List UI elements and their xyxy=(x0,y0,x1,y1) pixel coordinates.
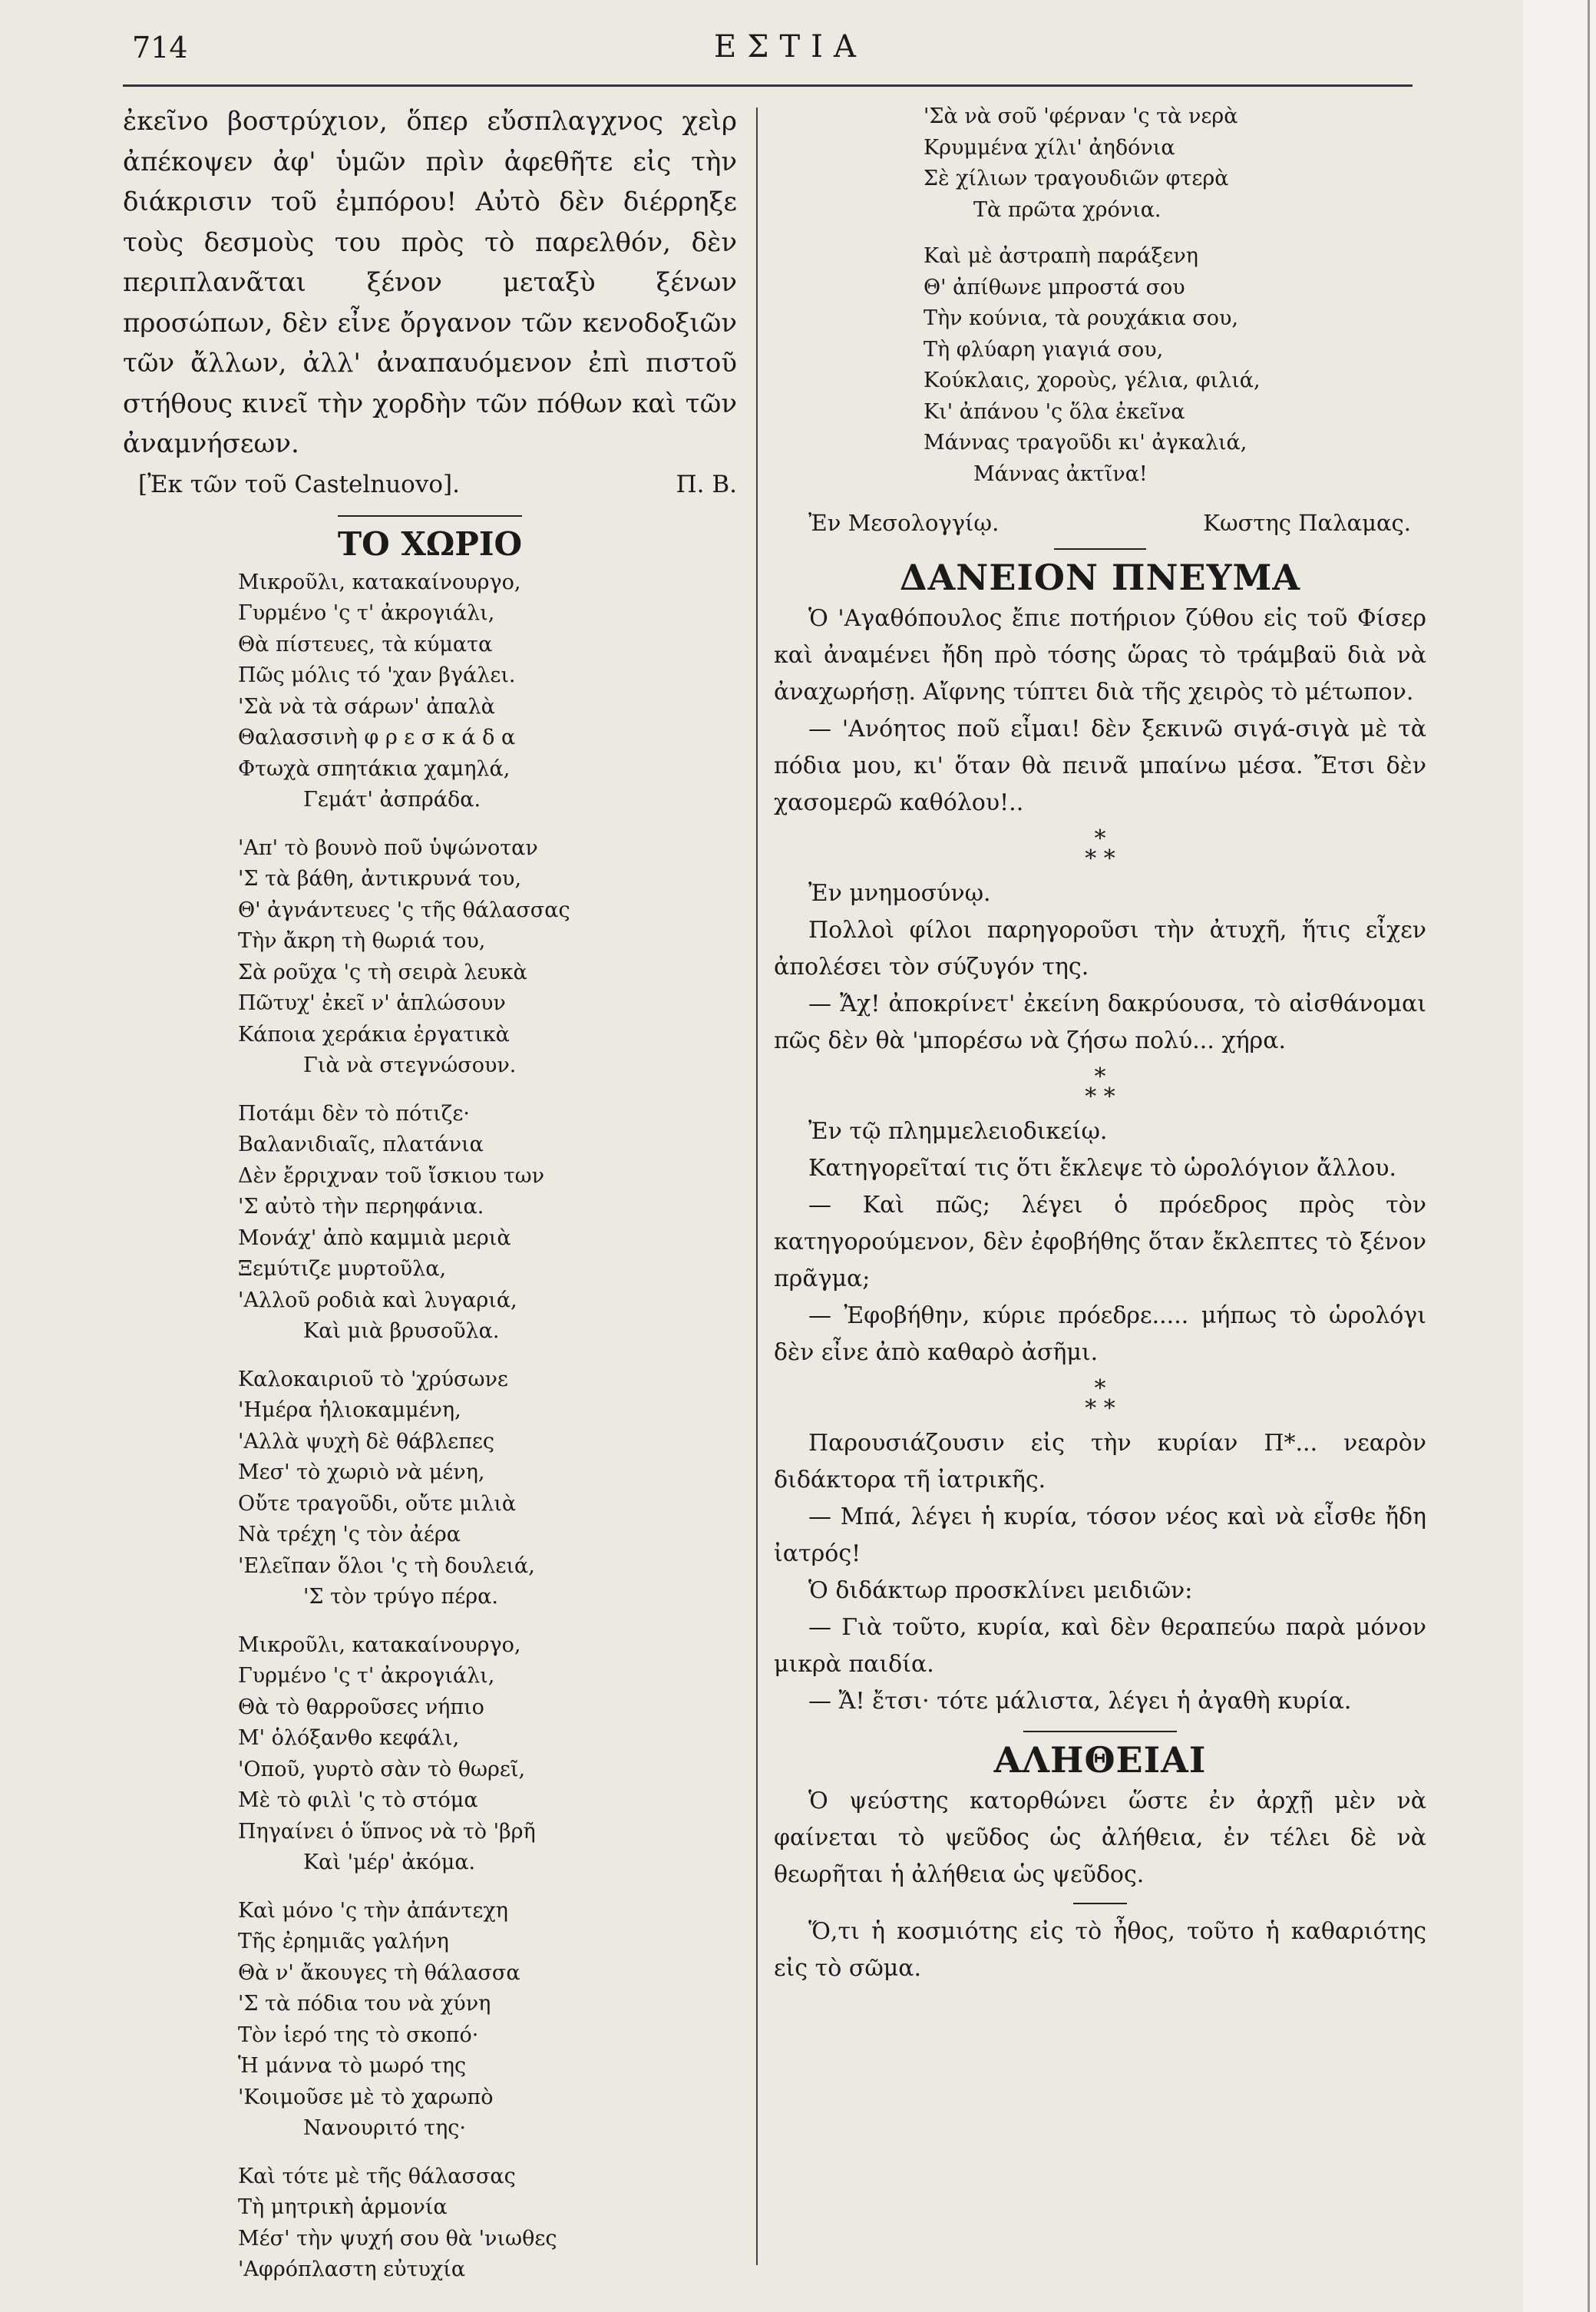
poem-line: 'Σ τὸν τρύγο πέρα. xyxy=(303,1585,498,1609)
poem-line: Μ' ὁλόξανθο κεφάλι, xyxy=(238,1726,460,1750)
poem-line: Πῶτυχ' ἐκεῖ ν' ἁπλώσουν xyxy=(238,991,506,1015)
star-mark: * * xyxy=(1085,1395,1115,1422)
poem-stanza xyxy=(238,1099,737,1348)
poem-line: Καὶ τότε μὲ τῆς θάλασσας xyxy=(238,2164,516,2188)
anecdote-paragraph: Παρουσιάζουσιν εἰς τὴν κυρίαν Π*... νεαρὸν διδάκτορα τῆ ἰατρικῆς. xyxy=(774,1430,1426,1493)
poem-line: Ἡ μάννα τὸ μωρό της xyxy=(238,2054,467,2078)
star-mark: * xyxy=(1094,1375,1106,1402)
source-initials: Π. Β. xyxy=(676,470,737,498)
poem-line: 'Σ τὰ πόδια του νὰ χύνη xyxy=(238,1992,491,2016)
poem-line: Κι' ἀπάνου 'ς ὅλα ἐκεῖνα xyxy=(924,399,1185,424)
anecdote-heading: Ἐν τῷ πλημμελειοδικείῳ. xyxy=(808,1118,1108,1145)
poem-line: Θὰ ν' ἄκουγες τὴ θάλασσα xyxy=(238,1960,520,1985)
poem-author: Κωστης Παλαμας. xyxy=(1203,510,1411,536)
right-column xyxy=(774,101,1426,1987)
poem-line: Τὴ μητρικὴ ἁρμονία xyxy=(238,2195,448,2219)
poem-line: Τῆς ἐρημιᾶς γαλήνη xyxy=(238,1930,449,1953)
left-column xyxy=(123,101,737,2303)
anecdote-paragraph: Κατηγορεῖταί τις ὅτι ἔκλεψε τὸ ὡρολόγιον ἄλλου. xyxy=(808,1155,1397,1182)
anecdote-paragraph: — 'Ανόητος ποῦ εἶμαι! δὲν ξεκινῶ σιγά-σιγὰ μὲ τὰ πόδια μου, κι' ὅταν θὰ πεινᾶ μπαίνω μέσα. Ἔτσι δὲν χασομερῶ καθόλου!.. xyxy=(774,716,1426,816)
poem-line: Καὶ 'μέρ' ἀκόμα. xyxy=(303,1851,476,1874)
poem-line: Καλοκαιριοῦ τὸ 'χρύσωνε xyxy=(238,1367,508,1391)
source-text: [Ἐκ τῶν τοῦ Castelnuovo]. xyxy=(138,470,460,498)
poem-line: Τὰ πρῶτα χρόνια. xyxy=(973,197,1161,222)
poem-line: Πηγαίνει ὁ ὕπνος νὰ τὸ 'βρῆ xyxy=(238,1819,536,1844)
anecdotes xyxy=(774,600,1426,1720)
poem-line: Κάποια χεράκια ἐργατικὰ xyxy=(238,1022,510,1047)
poem-line: Μάννας ἀκτῖνα! xyxy=(973,461,1148,486)
poem-line: Νὰ τρέχη 'ς τὸν ἀέρα xyxy=(238,1523,461,1546)
poem-line: Γεμάτ' ἀσπράδα. xyxy=(303,788,481,812)
maxim-paragraph: Ὅ,τι ἡ κοσμιότης εἰς τὸ ἦθος, τοῦτο ἡ καθαριότης εἰς τὸ σῶμα. xyxy=(774,1918,1426,1982)
poem-line: Θαλασσινὴ φ ρ ε σ κ ά δ α xyxy=(238,726,516,749)
poem-line: Μικροῦλι, κατακαίνουργο, xyxy=(238,570,521,594)
poem-stanza xyxy=(238,567,737,816)
page-fold-line xyxy=(1588,0,1590,2312)
anecdote-paragraph: — Καὶ πῶς; λέγει ὁ πρόεδρος πρὸς τὸν κατηγορούμενον, δὲν ἐφοβήθης ὅταν ἔκλεπτες τὸ ξένον πρᾶγμα; xyxy=(774,1192,1426,1292)
poem-line: 'Κοιμοῦσε μὲ τὸ χαρωπὸ xyxy=(238,2085,494,2109)
poem-line: Τὴν κούνια, τὰ ρουχάκια σου, xyxy=(924,306,1238,330)
poem-line: Πῶς μόλις τό 'χαν βγάλει. xyxy=(238,663,516,687)
maxim-rule xyxy=(1073,1903,1127,1904)
poem-line: Τὴν ἄκρη τὴ θωριά του, xyxy=(238,929,486,953)
anecdote-paragraph: — Ἄ! ἔτσι· τότε μάλιστα, λέγει ἡ ἀγαθὴ κυρία. xyxy=(808,1688,1352,1715)
prose-paragraph: ἐκεῖνο βοστρύχιον, ὅπερ εὔσπλαγχνος χεὶρ ἀπέκοψεν ἀφ' ὑμῶν πρὶν ἀφεθῆτε εἰς τὴν διάκρισιν τοῦ ἐμπόρου! Αὐτὸ δὲν διέρρηξε τοὺς δεσμοὺς του πρὸς τὸ παρελθόν, δὲν περιπλανᾶται ξένον μεταξὺ ξένων προσώπων, δὲν εἶνε ὄργανον τῶν κενοδοξιῶν τῶν ἄλλων, ἀλλ' ἀναπαυόμενον ἐπὶ πιστοῦ στήθους κινεῖ τὴν χορδὴν τῶν πόθων καὶ τῶν ἀναμνήσεων. xyxy=(123,106,737,459)
poem-stanza xyxy=(924,101,1426,226)
section-rule xyxy=(1023,1731,1177,1732)
section-title-daneion: ΔΑΝΕΙΟΝ ΠΝΕΥΜΑ xyxy=(899,557,1301,598)
poem-line: 'Σὰ νὰ τὰ σάρων' ἀπαλὰ xyxy=(238,694,495,719)
poem-line: 'Ελεῖπαν ὅλοι 'ς τὴ δουλειά, xyxy=(238,1553,535,1578)
poem-line: Μονάχ' ἀπὸ καμμιὰ μεριὰ xyxy=(238,1225,511,1250)
page-number: 714 xyxy=(132,31,188,64)
poem-line: Μεσ' τὸ χωριὸ νὰ μένη, xyxy=(238,1460,485,1484)
star-mark: * * xyxy=(1085,1083,1115,1110)
poem-line: Ξεμύτιζε μυρτοῦλα, xyxy=(238,1257,447,1281)
poem-line: 'Σ τὰ βάθη, ἀντικρυνά του, xyxy=(238,867,522,891)
anecdote-paragraph: — Ἐφοβήθην, κύριε πρόεδρε..... μήπως τὸ ὡρολόγι δὲν εἶνε ἀπὸ καθαρὸ ἀσῆμι. xyxy=(774,1302,1426,1366)
separator-stars xyxy=(774,825,1426,872)
anecdote-paragraph: — Ἄχ! ἀποκρίνετ' ἐκείνη δακρύουσα, τὸ αἰσθάνομαι πῶς δὲν θὰ 'μπορέσω νὰ ζήσω πολύ... χήρα. xyxy=(774,991,1426,1054)
anecdote-heading: Ἐν μνημοσύνῳ. xyxy=(808,880,991,907)
poem-line: 'Αλλοῦ ροδιὰ καὶ λυγαριά, xyxy=(238,1288,517,1312)
poem-line: Κούκλαις, χοροὺς, γέλια, φιλιά, xyxy=(924,369,1261,392)
poem-line: Κρυμμένα χίλι' ἀηδόνια xyxy=(924,135,1175,160)
poem-line: Γυρμένο 'ς τ' ἀκρογιάλι, xyxy=(238,1664,495,1688)
star-mark: * xyxy=(1094,825,1106,852)
poem-continuation xyxy=(774,101,1426,490)
maxim-paragraph: Ὁ ψεύστης κατορθώνει ὥστε ἐν ἀρχῇ μὲν νὰ φαίνεται τὸ ψεῦδος ὡς ἀλήθεια, ἐν τέλει δὲ νὰ θεωρῆται ἡ ἀλήθεια ὡς ψεῦδος. xyxy=(774,1788,1426,1888)
separator-stars xyxy=(774,1375,1426,1422)
adjacent-page-edge xyxy=(1523,0,1596,2312)
poem-signature xyxy=(774,505,1426,541)
poem-line: 'Αλλὰ ψυχὴ δὲ θάβλεπες xyxy=(238,1429,495,1454)
poem-stanza xyxy=(238,1896,737,2145)
poem-line: Σὰ ροῦχα 'ς τὴ σειρὰ λευκὰ xyxy=(238,960,527,984)
anecdote-paragraph: Πολλοὶ φίλοι παρηγοροῦσι τὴν ἀτυχῆ, ἥτις εἶχεν ἀπολέσει τὸν σύζυγόν της. xyxy=(774,917,1426,981)
poem-line: 'Αφρόπλαστη εὐτυχία xyxy=(238,2257,466,2281)
journal-title: ΕΣΤΙΑ xyxy=(714,29,867,64)
poem-line: Καὶ μιὰ βρυσοῦλα. xyxy=(303,1319,500,1343)
poem-line: 'Σ αὐτὸ τὴν περηφάνια. xyxy=(238,1195,484,1219)
star-mark: * * xyxy=(1085,845,1115,872)
anecdote-paragraph: Ὁ διδάκτωρ προσκλίνει μειδιῶν: xyxy=(808,1577,1193,1604)
continued-prose xyxy=(123,101,737,465)
poem-body xyxy=(123,567,737,2286)
poem-line: 'Απ' τὸ βουνὸ ποῦ ὑψώνοταν xyxy=(238,835,538,860)
poem-place: Ἐν Μεσολογγίῳ. xyxy=(808,510,1000,536)
column-divider xyxy=(756,107,758,2265)
poem-line: Γυρμένο 'ς τ' ἀκρογιάλι, xyxy=(238,601,495,625)
poem-line: Καὶ μὲ ἀστραπὴ παράξενη xyxy=(924,244,1198,268)
poem-line: Βαλανιδιαῖς, πλατάνια xyxy=(238,1133,484,1156)
poem-title: ΤΟ ΧΩΡΙΟ xyxy=(337,524,523,563)
anecdote-paragraph: Ὁ 'Αγαθόπουλος ἔπιε ποτήριον ζύθου εἰς τοῦ Φίσερ καὶ ἀναμένει ἤδη πρὸ τόσης ὥρας τὸ τράμβαϋ διὰ νὰ ἀναχωρήσῃ. Αἴφνης τύπτει διὰ τῆς χειρὸς τὸ μέτωπον. xyxy=(774,605,1426,706)
section-rule xyxy=(338,515,522,517)
anecdote-paragraph: — Μπά, λέγει ἡ κυρία, τόσον νέος καὶ νὰ εἶσθε ἤδη ἰατρός! xyxy=(774,1503,1426,1567)
poem-line: Γιὰ νὰ στεγνώσουν. xyxy=(303,1053,517,1077)
poem-line: Θὰ πίστευες, τὰ κύματα xyxy=(238,632,493,657)
poem-stanza xyxy=(924,241,1426,490)
poem-line: Μάννας τραγοῦδι κι' ἀγκαλιά, xyxy=(924,431,1247,455)
anecdote-paragraph: — Γιὰ τοῦτο, κυρία, καὶ δὲν θεραπεύω παρὰ μόνον μικρὰ παιδία. xyxy=(774,1614,1426,1678)
poem-stanza xyxy=(238,1630,737,1879)
poem-line: Θ' ἀγνάντευες 'ς τῆς θάλασσας xyxy=(238,898,570,922)
maxims xyxy=(774,1783,1426,1987)
poem-line: Δὲν ἔρριχναν τοῦ ἴσκιου των xyxy=(238,1163,545,1188)
poem-line: Οὔτε τραγοῦδι, οὔτε μιλιὰ xyxy=(238,1491,517,1516)
poem-line: Νανουριτό της· xyxy=(303,2116,466,2140)
star-mark: * xyxy=(1094,1063,1106,1090)
poem-line: 'Ημέρα ἡλιοκαμμένη, xyxy=(238,1398,461,1422)
poem-line: Μὲ τὸ φιλὶ 'ς τὸ στόμα xyxy=(238,1788,478,1812)
poem-line: Καὶ μόνο 'ς τὴν ἀπάντεχη xyxy=(238,1898,508,1923)
poem-line: Ποτάμι δὲν τὸ πότιζε· xyxy=(238,1101,470,1126)
poem-line: Μέσ' τὴν ψυχή σου θὰ 'νιωθες xyxy=(238,2226,557,2251)
poem-line: Σὲ χίλιων τραγουδιῶν φτερὰ xyxy=(924,167,1229,190)
header-rule xyxy=(123,84,1413,87)
poem-line: 'Σὰ νὰ σοῦ 'φέρναν 'ς τὰ νερὰ xyxy=(924,104,1238,128)
poem-stanza xyxy=(238,2162,737,2286)
poem-line: Μικροῦλι, κατακαίνουργο, xyxy=(238,1632,521,1657)
poem-stanza xyxy=(238,833,737,1082)
poem-line: 'Οποῦ, γυρτὸ σὰν τὸ θωρεῖ, xyxy=(238,1757,526,1781)
poem-line: Φτωχὰ σπητάκια χαμηλά, xyxy=(238,756,511,781)
poem-line: Θὰ τὸ θαρροῦσες νήπιο xyxy=(238,1695,484,1719)
poem-line: Τὸν ἱερό της τὸ σκοπό· xyxy=(238,2023,479,2047)
poem-stanza xyxy=(238,1364,737,1613)
poem-line: Τὴ φλύαρη γιαγιά σου, xyxy=(924,337,1164,362)
prose-source xyxy=(123,465,737,504)
separator-stars xyxy=(774,1063,1426,1110)
section-rule xyxy=(1054,548,1146,550)
poem-line: Θ' ἀπίθωνε μπροστά σου xyxy=(924,275,1185,299)
section-title-aletheiai: ΑΛΗΘΕΙΑΙ xyxy=(993,1739,1207,1781)
